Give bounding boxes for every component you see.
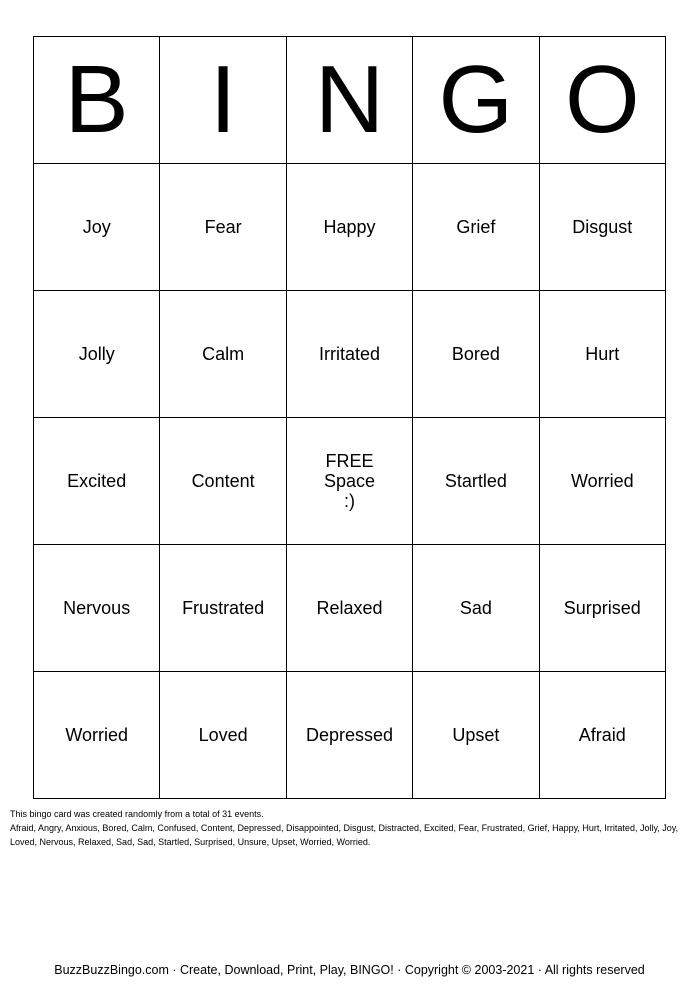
cell-text: Happy (323, 217, 376, 237)
cell-text: Worried (65, 725, 129, 745)
card-cell (539, 291, 665, 418)
card-cell (413, 164, 539, 291)
cell-text: Startled (444, 471, 507, 491)
card-cell (160, 545, 286, 672)
header-letter: I (209, 46, 237, 153)
card-row (34, 164, 666, 291)
note-event-list: Afraid, Angry, Anxious, Bored, Calm, Confused, Content, Depressed, Disappointed, Disgust, Distracted, Excited, Fear, Frustrated, Grief, Happy, Hurt, Irritated, Jolly, Joy, Loved, Nervous, Relaxed, Sad, Sad, Startled, Surprised, Unsure, Upset, Worried, Worried. (10, 823, 679, 847)
card-cell (34, 291, 160, 418)
card-cell (413, 418, 539, 545)
header-cell (34, 37, 160, 164)
header-letter: N (314, 46, 385, 153)
card-cell (539, 418, 665, 545)
cell-text: Hurt (585, 344, 620, 364)
cell-text: Joy (82, 217, 111, 237)
cell-text: Loved (198, 725, 248, 745)
card-row (34, 418, 666, 545)
header-cell (160, 37, 286, 164)
card-note (10, 807, 690, 849)
header-cell (539, 37, 665, 164)
header-letter: O (564, 46, 640, 153)
cell-text: Fear (204, 217, 242, 237)
card-cell (413, 672, 539, 799)
card-cell (539, 545, 665, 672)
cell-text: Calm (202, 344, 245, 364)
card-cell (286, 164, 412, 291)
card-row (34, 291, 666, 418)
cell-text: Surprised (563, 598, 641, 618)
card-cell (160, 291, 286, 418)
card-row (34, 672, 666, 799)
cell-text: Irritated (318, 344, 380, 364)
card-cell (160, 164, 286, 291)
header-row (34, 37, 666, 164)
cell-text: Content (191, 471, 255, 491)
footer: BuzzBuzzBingo.com · Create, Download, Print, Play, BINGO! · Copyright © 2003-2021 · All rights reserved (54, 963, 645, 977)
note-summary: This bingo card was created randomly from a total of 31 events. (10, 809, 264, 819)
card-cell (286, 545, 412, 672)
cell-text: Frustrated (182, 598, 265, 618)
card-row (34, 545, 666, 672)
cell-text: Relaxed (316, 598, 383, 618)
cell-text: Jolly (78, 344, 115, 364)
cell-text: Upset (452, 725, 500, 745)
card-cell (539, 164, 665, 291)
cell-text: Grief (456, 217, 496, 237)
cell-text: Disgust (572, 217, 633, 237)
bingo-card (33, 36, 666, 799)
card-cell (413, 291, 539, 418)
card-cell (160, 672, 286, 799)
header-cell (286, 37, 412, 164)
card-cell (286, 291, 412, 418)
cell-text: Sad (459, 598, 492, 618)
cell-text: Afraid (578, 725, 626, 745)
card-cell (34, 672, 160, 799)
header-letter: B (64, 46, 129, 153)
card-cell (34, 164, 160, 291)
cell-text: Depressed (305, 725, 393, 745)
card-cell (34, 418, 160, 545)
header-cell (413, 37, 539, 164)
card-cell (160, 418, 286, 545)
free-space-cell (286, 418, 412, 545)
cell-text: Excited (67, 471, 127, 491)
cell-text: Worried (570, 471, 634, 491)
card-cell (413, 545, 539, 672)
header-letter: G (438, 46, 514, 153)
card-cell (286, 672, 412, 799)
cell-text: Bored (451, 344, 500, 364)
cell-text: Nervous (63, 598, 131, 618)
free-space-text: FREE Space :) (323, 451, 375, 511)
card-cell (539, 672, 665, 799)
card-cell (34, 545, 160, 672)
